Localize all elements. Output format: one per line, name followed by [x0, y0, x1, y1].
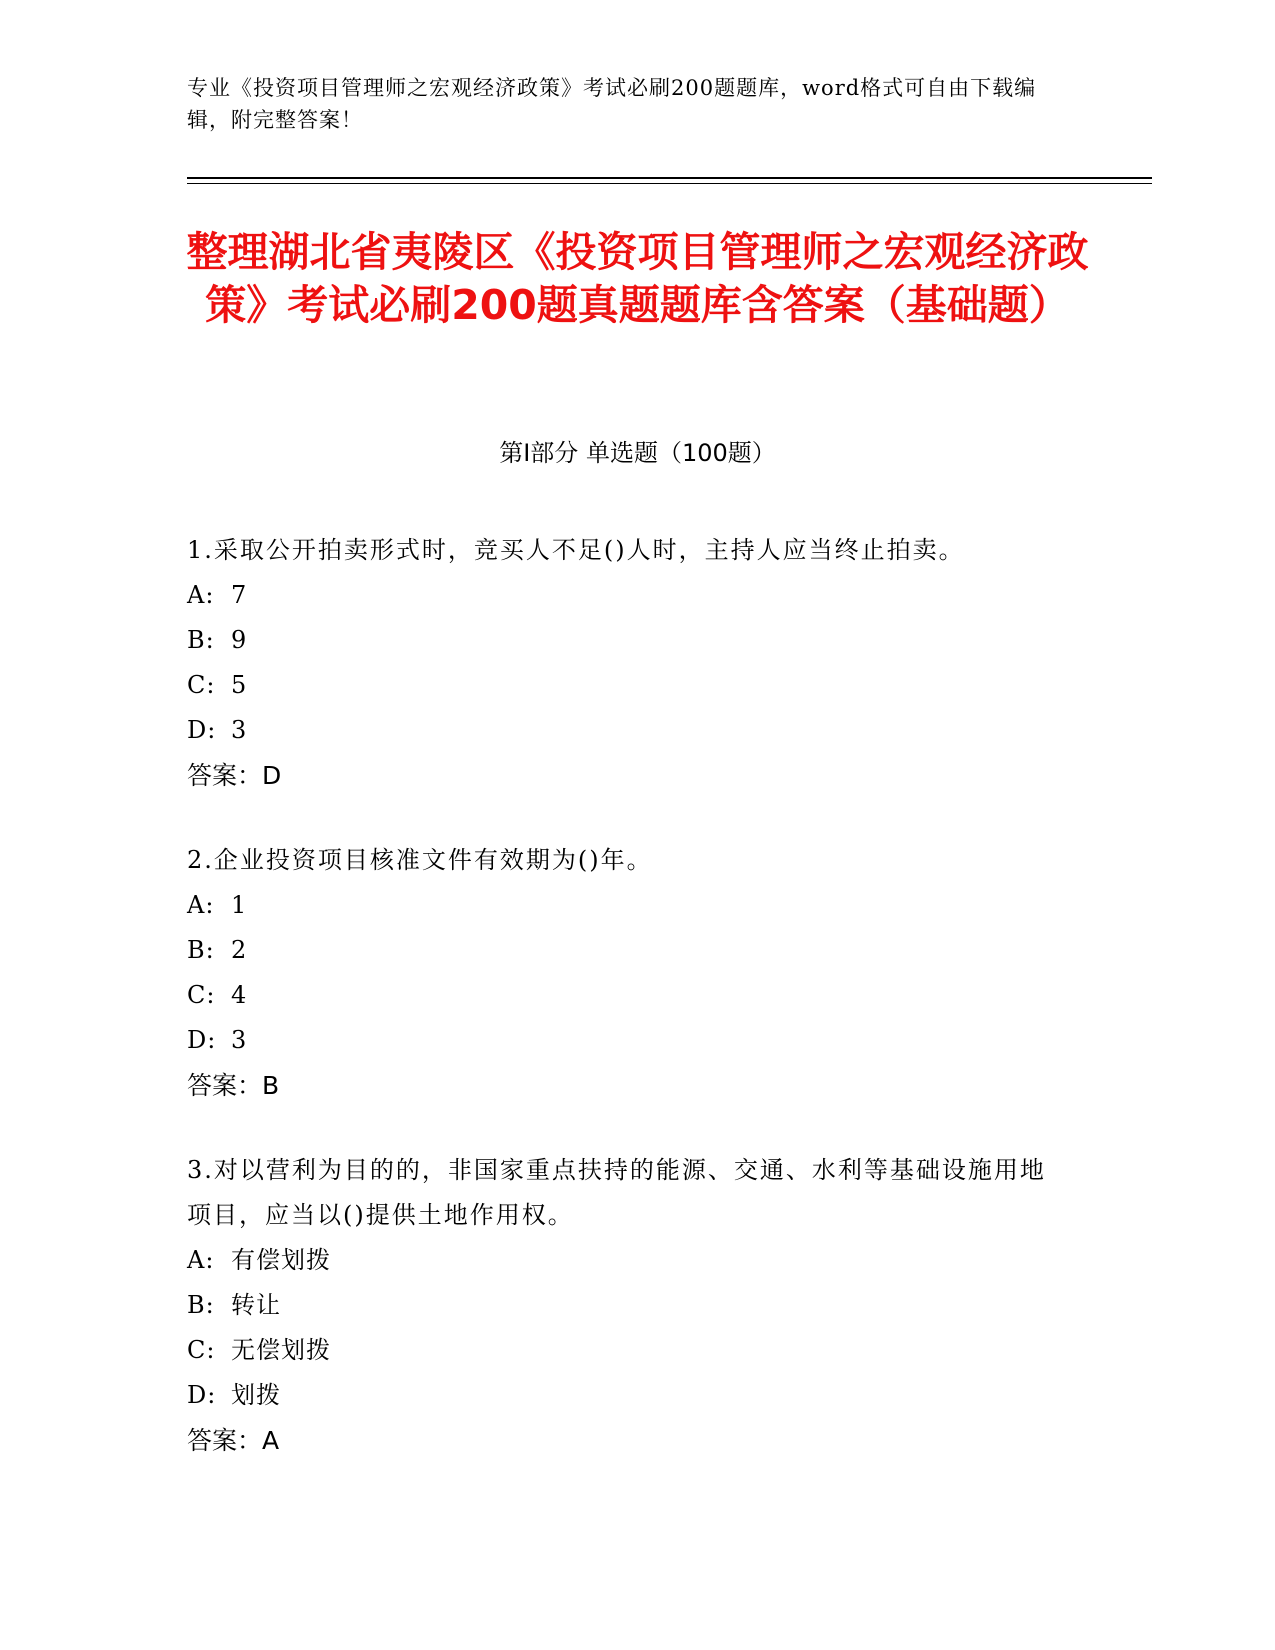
section-heading: 第I部分 单选题（100题）	[499, 439, 776, 467]
option-letter: C:	[187, 671, 216, 699]
option-value: 7	[231, 581, 248, 609]
option-c	[187, 973, 1067, 1018]
option-letter: D:	[187, 1381, 217, 1409]
answer-line: 答案：B	[187, 1071, 280, 1100]
option-value: 无偿划拨	[231, 1336, 331, 1364]
option-c	[187, 663, 1067, 708]
option-letter: A:	[187, 891, 215, 919]
option-letter: D:	[187, 1026, 217, 1054]
option-a	[187, 1238, 1067, 1283]
option-letter: D:	[187, 716, 217, 744]
option-value: 转让	[231, 1291, 281, 1319]
answer-line: 答案：A	[187, 1426, 280, 1455]
question-1	[187, 528, 1067, 798]
option-b	[187, 928, 1067, 973]
option-value: 5	[231, 671, 248, 699]
option-a	[187, 573, 1067, 618]
header-rule-thick	[187, 177, 1152, 179]
option-value: 3	[231, 1026, 248, 1054]
question-text: 1.采取公开拍卖形式时，竞买人不足()人时，主持人应当终止拍卖。	[187, 536, 965, 564]
document-title: 整理湖北省夷陵区《投资项目管理师之宏观经济政策》考试必刷200题真题题库含答案（基础题）	[186, 228, 1089, 329]
option-c	[187, 1328, 1067, 1373]
header-rule-thin	[187, 183, 1152, 184]
option-value: 划拨	[231, 1381, 281, 1409]
option-a	[187, 883, 1067, 928]
header-note: 专业《投资项目管理师之宏观经济政策》考试必刷200题题库，word格式可自由下载编辑，附完整答案！	[187, 76, 1037, 132]
option-value: 2	[231, 936, 248, 964]
answer-line: 答案：D	[187, 761, 282, 790]
option-letter: C:	[187, 1336, 216, 1364]
option-letter: B:	[187, 626, 215, 654]
option-letter: C:	[187, 981, 216, 1009]
option-b	[187, 618, 1067, 663]
option-letter: B:	[187, 1291, 215, 1319]
option-d	[187, 708, 1067, 753]
option-d	[187, 1373, 1067, 1418]
option-b	[187, 1283, 1067, 1328]
question-list	[187, 528, 1067, 1503]
question-3	[187, 1148, 1067, 1463]
question-text: 3.对以营利为目的的，非国家重点扶持的能源、交通、水利等基础设施用地项目，应当以()提供土地作用权。	[187, 1156, 1046, 1229]
option-value: 3	[231, 716, 248, 744]
option-letter: A:	[187, 1246, 215, 1274]
option-letter: B:	[187, 936, 215, 964]
question-text: 2.企业投资项目核准文件有效期为()年。	[187, 846, 653, 874]
option-value: 1	[231, 891, 248, 919]
option-letter: A:	[187, 581, 215, 609]
option-value: 有偿划拨	[231, 1246, 331, 1274]
option-value: 9	[231, 626, 248, 654]
option-d	[187, 1018, 1067, 1063]
option-value: 4	[231, 981, 248, 1009]
question-2	[187, 838, 1067, 1108]
